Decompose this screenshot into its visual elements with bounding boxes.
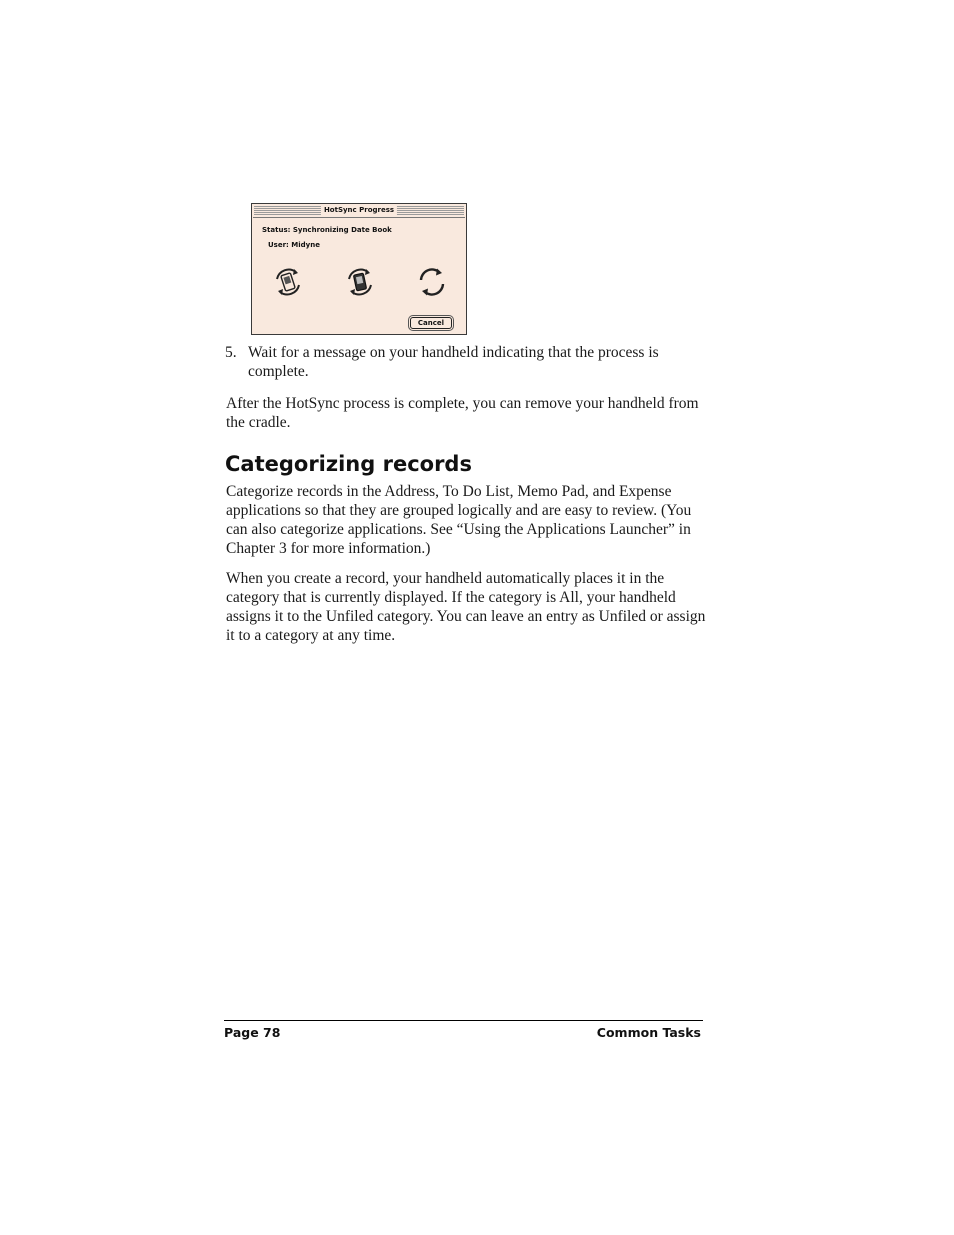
step-number: 5. [225,344,237,361]
cancel-button[interactable]: Cancel [410,317,452,329]
chapter-title: Common Tasks [596,1025,701,1040]
page-number: Page 78 [224,1025,281,1040]
handheld-sync-icon [344,266,376,298]
dialog-titlebar [254,206,464,215]
paragraph-after-hotsync: After the HotSync process is complete, you can remove your handheld from the cradle. [226,395,699,431]
section-paragraph: Categorize records in the Address, To Do List, Memo Pad, and Expense applications so that they are grouped logically and are easy to review. (You can also categorize applications. See “Using the Applications Launcher” in Chapter 3 for more information.) [226,483,692,557]
step-text: Wait for a message on your handheld indicating that the process is complete. [248,344,659,380]
hotsync-progress-dialog [251,203,467,335]
dialog-divider [253,217,465,218]
sync-arrows-icon [416,266,448,298]
section-paragraph: When you create a record, your handheld automatically places it in the category that is currently displayed. If the category is All, your handheld assigns it to the Unfiled category. You can leave an entry as Unfiled or assign it to a category at any time. [226,570,706,644]
handheld-sync-icon [272,266,304,298]
footer-divider [224,1020,703,1021]
section-heading: Categorizing records [225,452,472,476]
sync-status: Status: Synchronizing Date Book [262,226,392,234]
dialog-title: HotSync Progress [321,206,397,215]
step-item [225,343,705,381]
sync-user: User: Midyne [268,241,320,249]
